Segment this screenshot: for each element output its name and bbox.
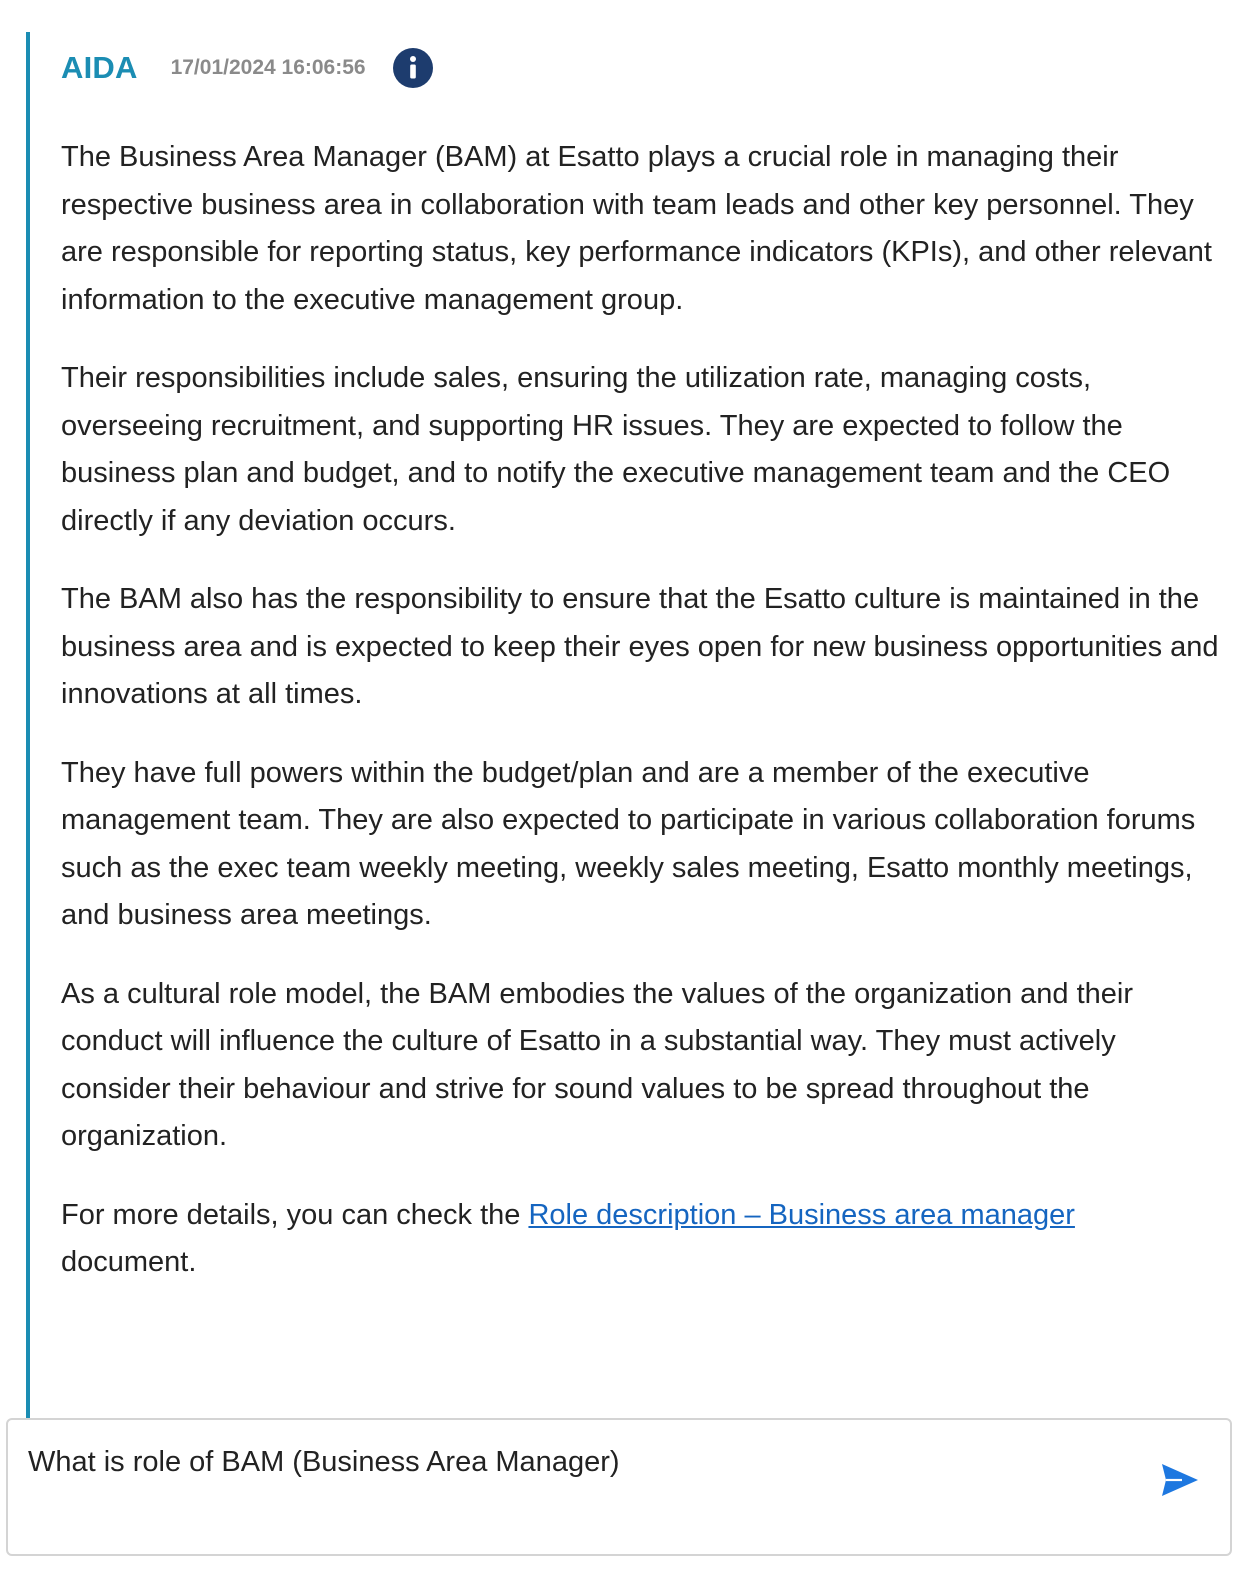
message-header xyxy=(61,46,433,90)
message-paragraph: Their responsibilities include sales, ensuring the utilization rate, managing costs, overseeing recruitment, and supporting HR issues. They are expected to follow the business plan and budget, and to notify the executive management team and the CEO directly if any deviation occurs. xyxy=(61,362,1171,537)
message-body xyxy=(61,134,1221,1318)
message-timestamp: 17/01/2024 16:06:56 xyxy=(170,56,366,79)
message-paragraph: The Business Area Manager (BAM) at Esatto plays a crucial role in managing their respective business area in collaboration with team leads and other key personnel. They are responsible for reporting status, key performance indicators (KPIs), and other relevant information to the executive management group. xyxy=(61,141,1212,316)
details-prefix: For more details, you can check the xyxy=(61,1198,529,1231)
details-paragraph xyxy=(61,1192,1221,1287)
sender-name: AIDA xyxy=(61,50,138,85)
info-icon[interactable] xyxy=(393,48,433,88)
message-paragraph: They have full powers within the budget/plan and are a member of the executive management team. They are also expected to participate in various collaboration forums such as the exec team weekly meeting, weekly sales meeting, Esatto monthly meetings, and business area meetings. xyxy=(61,756,1196,931)
chat-input[interactable]: What is role of BAM (Business Area Manager) xyxy=(28,1446,620,1478)
message-composer[interactable] xyxy=(6,1418,1232,1556)
details-suffix: document. xyxy=(61,1246,197,1278)
info-glyph xyxy=(393,48,433,88)
message-paragraph: As a cultural role model, the BAM embodies the values of the organization and their conduct will influence the culture of Esatto in a substantial way. They must actively consider their behaviour and strive for sound values to be spread throughout the organization. xyxy=(61,977,1133,1152)
message-paragraph: The BAM also has the responsibility to ensure that the Esatto culture is maintained in the business area and is expected to keep their eyes open for new business opportunities and innovations at all times. xyxy=(61,583,1219,710)
send-button[interactable] xyxy=(1158,1460,1202,1500)
send-icon xyxy=(1160,1462,1200,1498)
assistant-message xyxy=(26,32,1236,1424)
role-description-link[interactable]: Role description – Business area manager xyxy=(528,1198,1075,1231)
